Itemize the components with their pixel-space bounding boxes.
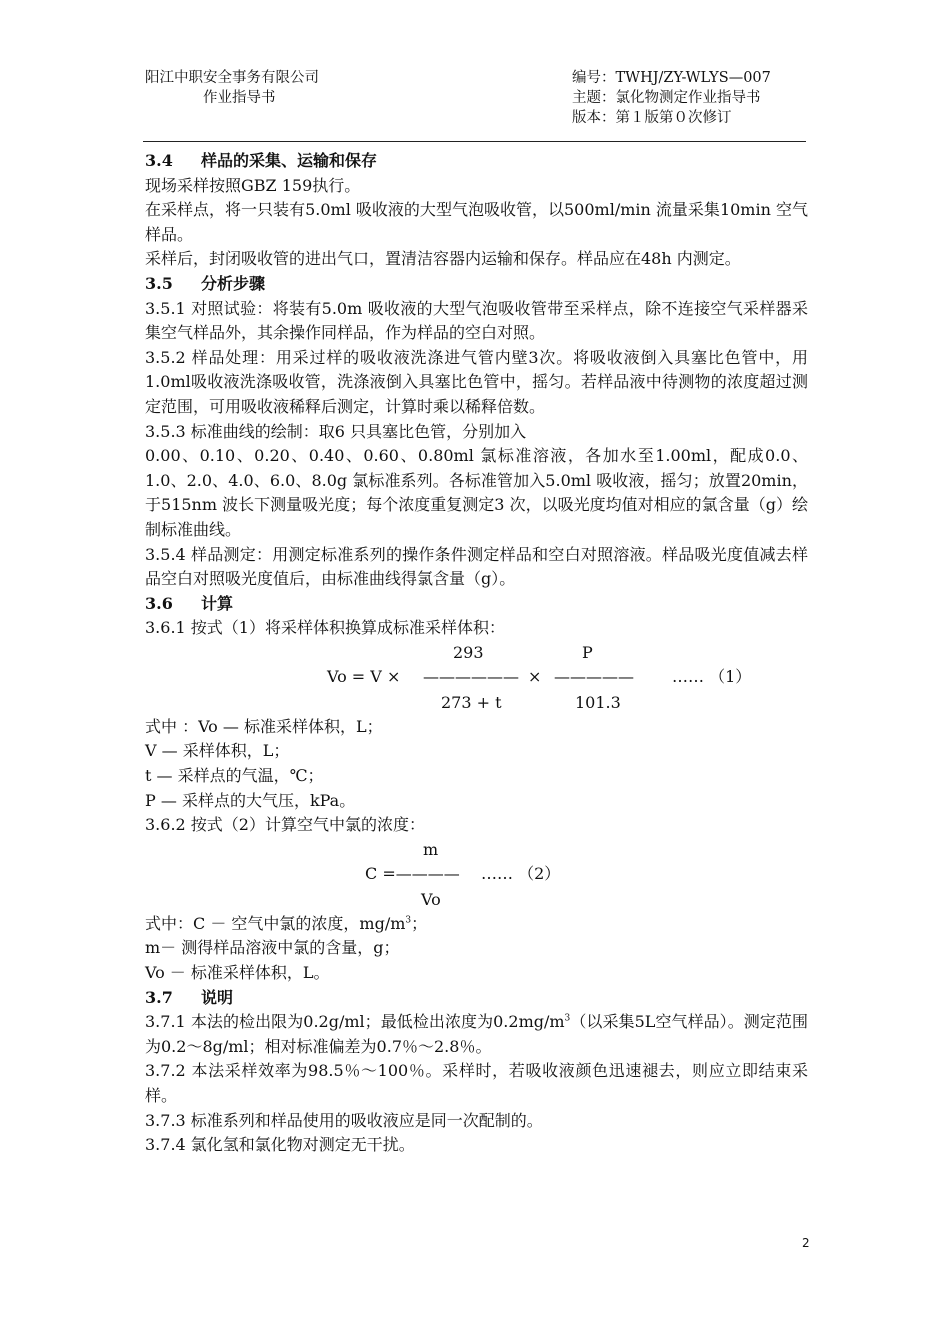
document-type: 作业指导书 xyxy=(203,90,276,106)
company-name: 阳江中职安全事务有限公司 xyxy=(145,70,319,86)
section-heading-3-5: 3.5 分析步骤 xyxy=(145,273,266,293)
paragraph: 3.5.3 标准曲线的绘制：取6 只具塞比色管，分别加入 xyxy=(145,421,527,441)
document-code: 编号：TWHJ/ZY-WLYS—007 xyxy=(572,70,771,86)
formula-denominator: 101.3 xyxy=(575,692,621,712)
fraction-bar: —————— xyxy=(423,666,519,686)
definition-line: Vo － 标准采样体积，L。 xyxy=(145,963,330,983)
document-version: 版本：第１版第０次修订 xyxy=(572,110,732,126)
section-heading-3-7: 3.7 说明 xyxy=(145,987,234,1007)
formula-2 xyxy=(145,838,808,912)
definition-line: 式中：C － 空气中氯的浓度，$mg/m^3$； xyxy=(145,913,428,933)
document-body xyxy=(145,149,808,1158)
definition-line: V — 采样体积，L； xyxy=(145,741,290,761)
paragraph: 3.7.2 本法采样效率为98.5％～100％。采样时，若吸收液颜色迅速褪去，则应立即结束采样。 xyxy=(145,1061,808,1105)
paragraph: 3.7.3 标准系列和样品使用的吸收液应是同一次配制的。 xyxy=(145,1110,543,1130)
formula-denominator: 273 + t xyxy=(441,692,502,712)
fraction-bar: ————— xyxy=(554,666,634,686)
section-heading-3-6: 3.6 计算 xyxy=(145,593,234,613)
paragraph: 3.5.4 样品测定：用测定标准系列的操作条件测定样品和空白对照溶液。样品吸光度值减去样品空白对照吸光度值后，由标准曲线得氯含量（g）。 xyxy=(145,544,808,589)
formula-tag: …… （2） xyxy=(481,863,561,883)
formula-operator: × xyxy=(528,666,542,686)
formula-lhs: Vo = V × xyxy=(327,666,401,686)
paragraph: 采样后，封闭吸收管的进出气口，置清洁容器内运输和保存。样品应在48h 内测定。 xyxy=(145,249,741,269)
paragraph: 3.7.1 本法的检出限为0.2g/ml；最低检出浓度为$0.2mg/m^3$（以采集5L空气样品）。测定范围为0.2～8g/ml；相对标准偏差为0.7％～2.8％。 xyxy=(145,1012,808,1056)
paragraph: 3.7.4 氯化氢和氯化物对测定无干扰。 xyxy=(145,1135,415,1155)
section-heading-3-4: 3.4 样品的采集、运输和保存 xyxy=(145,151,378,170)
paragraph: 在采样点，将一只装有5.0ml 吸收液的大型气泡吸收管，以500ml/min 流量采集10min 空气样品。 xyxy=(145,200,808,244)
formula-denominator: Vo xyxy=(421,889,441,909)
formula-tag: …… （1） xyxy=(672,666,752,686)
definition-line: m－ 测得样品溶液中氯的含量，g； xyxy=(145,938,400,958)
definition-line: t — 采样点的气温，℃； xyxy=(145,766,324,786)
paragraph: 3.6.2 按式（2）计算空气中氯的浓度： xyxy=(145,815,425,835)
paragraph: 现场采样按照GBZ 159执行。 xyxy=(145,175,361,195)
formula-numerator: 293 xyxy=(453,642,484,662)
definition-line: P — 采样点的大气压，kPa。 xyxy=(145,790,356,810)
formula-1 xyxy=(145,641,808,715)
formula-numerator: m xyxy=(423,839,439,859)
definition-line: 式中 ：Vo — 标准采样体积，L； xyxy=(145,716,383,736)
paragraph: 3.5.2 样品处理：用采过样的吸收液洗涤进气管内壁3次。将吸收液倒入具塞比色管中，用1.0ml吸收液洗涤吸收管，洗涤液倒入具塞比色管中，摇匀。若样品液中待测物的浓度超过测定范围，可用吸收液稀释后测定，计算时乘以稀释倍数。 xyxy=(145,347,808,416)
formula-lhs: C =———— xyxy=(365,863,460,883)
document-subject: 主题：氯化物测定作业指导书 xyxy=(572,90,761,106)
paragraph: 3.5.1 对照试验：将装有5.0m 吸收液的大型气泡吸收管带至采样点，除不连接空气采样器采集空气样品外，其余操作同样品，作为样品的空白对照。 xyxy=(145,298,808,343)
formula-numerator: P xyxy=(582,642,593,662)
page-number: 2 xyxy=(802,1236,810,1250)
paragraph: 3.6.1 按式（1）将采样体积换算成标准采样体积： xyxy=(145,618,505,638)
header-divider xyxy=(143,141,806,142)
paragraph: 0.00、0.10、0.20、0.40、0.60、0.80ml 氯标准溶液，各加水至1.00ml，配成0.0、1.0、2.0、4.0、6.0、8.0g 氯标准系列。各标准管加入5.0ml 吸收液，摇匀；放置20min，于515nm 波长下测量吸光度；每个浓度重复测定3 次，以吸光度均值对相应的氯含量（g）绘制标准曲线。 xyxy=(145,446,808,539)
